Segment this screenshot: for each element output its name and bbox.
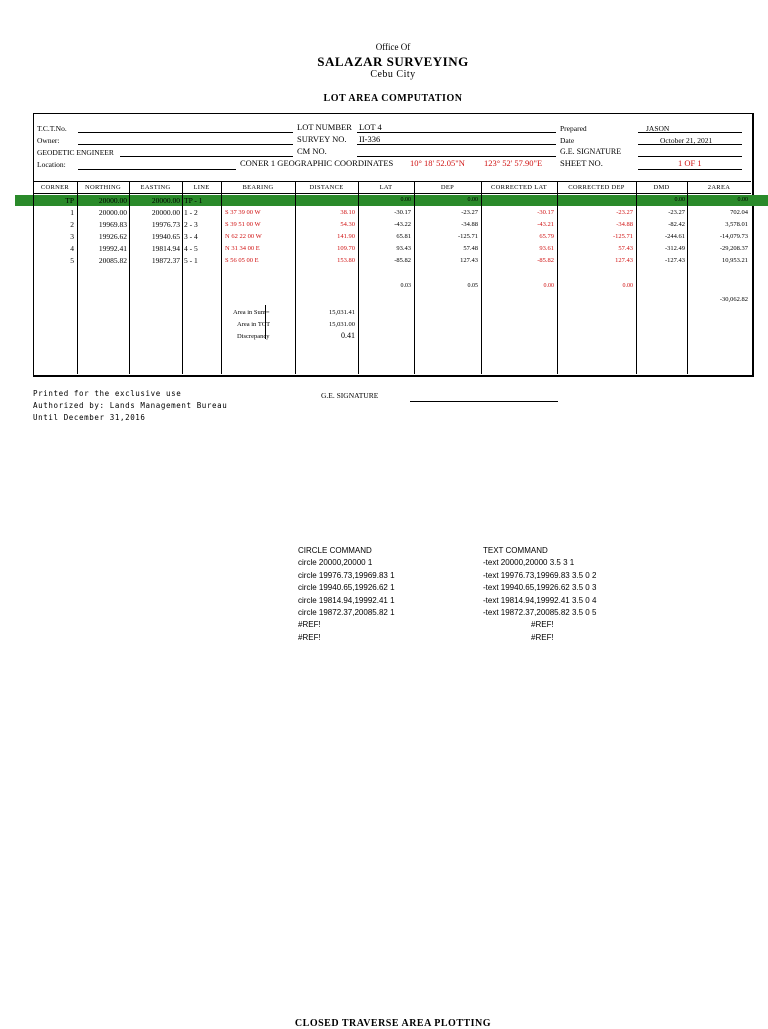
text-command-list (483, 557, 596, 644)
cell-clat: 65.79 (539, 233, 554, 240)
cell-lat: -43.22 (394, 221, 411, 228)
text-command-line: -text 19940.65,19926.62 3.5 0 3 (483, 583, 597, 593)
frame-shadow-bottom (33, 376, 754, 377)
lot-number-label: LOT NUMBER (297, 122, 352, 132)
cell-line: 3 - 4 (184, 232, 198, 241)
cell-dep: -34.88 (461, 221, 478, 228)
lot-number-field[interactable] (357, 132, 556, 133)
cell-dep: -23.27 (461, 209, 478, 216)
text-command-line: -text 19872.37,20085.82 3.5 0 5 (483, 608, 597, 618)
date-value: October 21, 2021 (660, 136, 713, 145)
lot-number-value: LOT 4 (359, 122, 382, 132)
sheet-label: SHEET NO. (560, 158, 603, 168)
sum-corrected-lat: 0.00 (543, 283, 554, 289)
footer-signature-field[interactable] (410, 401, 558, 402)
cell-easting: 19814.94 (151, 244, 180, 253)
engineer-field[interactable] (120, 156, 293, 157)
survey-field[interactable] (357, 144, 556, 145)
survey-label: SURVEY NO. (297, 134, 347, 144)
cell-bearing: N 62 22 00 W (225, 233, 262, 240)
city-label: Cebu City (370, 69, 416, 80)
sheet-field[interactable] (638, 169, 742, 170)
total-2area: -30,062.82 (719, 296, 748, 303)
cell-dep: -125.71 (457, 233, 478, 240)
prepared-value: JASON (646, 124, 670, 133)
latitude-coord: 10° 18' 52.05"N (410, 158, 465, 168)
text-command-line: -text 20000,20000 3.5 3 1 (483, 558, 575, 568)
header-lat: LAT (358, 181, 414, 194)
cell-lat: -30.17 (394, 209, 411, 216)
cell-corner: 5 (70, 256, 74, 265)
cell-dmd: -312.49 (664, 245, 685, 252)
tp-northing: 20000.00 (98, 196, 127, 205)
footer-signature-label: G.E. SIGNATURE (321, 391, 379, 400)
tp-dmd: 0.00 (674, 197, 685, 203)
sheet-value: 1 OF 1 (678, 158, 702, 168)
discrepancy-value: 0.41 (341, 331, 355, 340)
text-command-line: #REF! (531, 632, 554, 642)
cell-bearing: S 37 39 00 W (225, 209, 261, 216)
tp-area: 0.00 (737, 197, 748, 203)
tp-line: TP - 1 (184, 196, 203, 205)
location-field[interactable] (78, 169, 236, 170)
cell-clat: -85.82 (537, 257, 554, 264)
cm-field[interactable] (357, 156, 556, 157)
cell-area: -29,208.37 (719, 245, 748, 252)
header-dmd: DMD (636, 181, 687, 194)
cell-easting: 20000.00 (151, 208, 180, 217)
cell-northing: 20000.00 (98, 208, 127, 217)
cell-line: 4 - 5 (184, 244, 198, 253)
cell-distance: 54.30 (340, 221, 355, 228)
cell-line: 5 - 1 (184, 256, 198, 265)
cell-corner: 1 (70, 208, 74, 217)
date-field[interactable] (638, 144, 742, 145)
cell-area: -14,079.73 (719, 233, 748, 240)
circle-command-line: circle 19872.37,20085.82 1 (298, 608, 395, 618)
header-easting: EASTING (129, 181, 182, 194)
circle-command-line: circle 20000,20000 1 (298, 558, 373, 568)
cell-area: 10,953.21 (722, 257, 748, 264)
text-command-title: TEXT COMMAND (483, 546, 548, 555)
cell-area: 702.04 (730, 209, 748, 216)
cell-easting: 19872.37 (151, 256, 180, 265)
owner-label: Owner: (37, 136, 60, 145)
sum-dep: 0.05 (467, 283, 478, 289)
tp-corner: TP (65, 196, 74, 205)
area-sum-value: 15,031.41 (329, 309, 355, 316)
frame-shadow-right (753, 113, 754, 376)
circle-command-line: #REF! (298, 620, 321, 630)
circle-command-block (298, 545, 395, 644)
col-line (221, 181, 222, 374)
header-northing: NORTHING (77, 181, 129, 194)
cell-clat: 93.61 (539, 245, 554, 252)
text-command-block (483, 545, 596, 644)
text-command-line: #REF! (531, 620, 554, 630)
cell-northing: 19969.83 (98, 220, 127, 229)
cell-easting: 19940.65 (151, 232, 180, 241)
header-bearing: BEARING (221, 181, 295, 194)
cell-distance: 141.90 (337, 233, 355, 240)
cell-distance: 109.70 (337, 245, 355, 252)
header-2area: 2AREA (687, 181, 751, 194)
cell-cdep: 57.43 (618, 245, 633, 252)
ge-signature-field[interactable] (638, 156, 742, 157)
header-distance: DISTANCE (295, 181, 358, 194)
circle-command-line: circle 19976.73,19969.83 1 (298, 570, 395, 580)
header-line: LINE (182, 181, 221, 194)
tp-easting: 20000.00 (151, 196, 180, 205)
engineer-label: GEODETIC ENGINEER (37, 148, 114, 157)
footer-line-2: Authorized by: Lands Management Bureau (33, 401, 228, 410)
sum-lat: 0.03 (400, 283, 411, 289)
corner-coord-label: CONER 1 GEOGRAPHIC COORDINATES (240, 158, 394, 168)
circle-command-line: #REF! (298, 632, 321, 642)
circle-command-line: circle 19940.65,19926.62 1 (298, 583, 395, 593)
plot-title: CLOSED TRAVERSE AREA PLOTTING (294, 1018, 492, 1029)
cell-clat: -30.17 (537, 209, 554, 216)
ge-signature-label: G.E. SIGNATURE (560, 147, 622, 156)
office-label: Office Of (375, 42, 411, 52)
area-tct-label: Area in TCT (237, 321, 271, 328)
location-label: Location: (37, 160, 66, 169)
longitude-coord: 123° 52' 57.90"E (484, 158, 543, 168)
page-title: LOT AREA COMPUTATION (323, 93, 463, 104)
cell-area: 3,578.01 (725, 221, 748, 228)
circle-command-list (298, 557, 395, 644)
cell-distance: 153.80 (337, 257, 355, 264)
cell-bearing: S 39 51 00 W (225, 221, 261, 228)
tp-lat: 0.00 (400, 197, 411, 203)
cell-bearing: N 31 34 00 E (225, 245, 260, 252)
text-command-line: -text 19814.94,19992.41 3.5 0 4 (483, 595, 597, 605)
sum-corrected-dep: 0.00 (622, 283, 633, 289)
cell-dmd: -244.61 (664, 233, 685, 240)
owner-field[interactable] (78, 144, 293, 145)
tp-dep: 0.00 (467, 197, 478, 203)
area-tct-value: 15,031.00 (329, 321, 355, 328)
footer-note (33, 388, 227, 424)
cell-corner: 4 (70, 244, 74, 253)
cell-dmd: -23.27 (668, 209, 685, 216)
cell-northing: 19992.41 (98, 244, 127, 253)
circle-command-line: circle 19814.94,19992.41 1 (298, 595, 395, 605)
cell-line: 1 - 2 (184, 208, 198, 217)
cell-easting: 19976.73 (151, 220, 180, 229)
cell-cdep: -125.71 (612, 233, 633, 240)
header-corrected-lat: CORRECTED LAT (481, 181, 557, 194)
header-corrected-dep: CORRECTED DEP (557, 181, 636, 194)
cell-dmd: -127.43 (664, 257, 685, 264)
text-command-line: -text 19976.73,19969.83 3.5 0 2 (483, 570, 597, 580)
cell-distance: 38.10 (340, 209, 355, 216)
cell-bearing: S 56 05 00 E (225, 257, 259, 264)
cell-clat: -43.21 (537, 221, 554, 228)
cell-corner: 3 (70, 232, 74, 241)
cell-line: 2 - 3 (184, 220, 198, 229)
col-line (182, 181, 183, 374)
header-dep: DEP (414, 181, 481, 194)
cell-dep: 127.43 (460, 257, 478, 264)
cell-lat: 93.43 (396, 245, 411, 252)
cell-northing: 20085.82 (98, 256, 127, 265)
cell-dmd: -82.42 (668, 221, 685, 228)
cell-cdep: -23.27 (616, 209, 633, 216)
footer-line-3: Until December 31,2016 (33, 413, 146, 422)
footer-line-1: Printed for the exclusive use (33, 389, 182, 398)
date-label: Date (560, 136, 575, 145)
cm-label: CM NO. (297, 146, 327, 156)
text-cursor-mark (265, 305, 266, 339)
company-name: SALAZAR SURVEYING (317, 54, 469, 69)
cell-dep: 57.48 (463, 245, 478, 252)
area-sum-label: Area in Sum= (233, 309, 270, 316)
traverse-table (33, 181, 751, 374)
cell-corner: 2 (70, 220, 74, 229)
cell-cdep: 127.43 (615, 257, 633, 264)
prepared-field[interactable] (638, 132, 742, 133)
cell-lat: 65.81 (396, 233, 411, 240)
cell-cdep: -34.88 (616, 221, 633, 228)
cell-lat: -85.82 (394, 257, 411, 264)
tct-field[interactable] (78, 132, 293, 133)
cell-northing: 19926.62 (98, 232, 127, 241)
discrepancy-label: Discrepancy (237, 333, 270, 340)
survey-value: II-336 (359, 134, 381, 144)
circle-command-title: CIRCLE COMMAND (298, 546, 372, 555)
tct-label: T.C.T.No. (37, 124, 67, 133)
prepared-label: Prepared (560, 124, 587, 133)
header-corner: CORNER (33, 181, 77, 194)
